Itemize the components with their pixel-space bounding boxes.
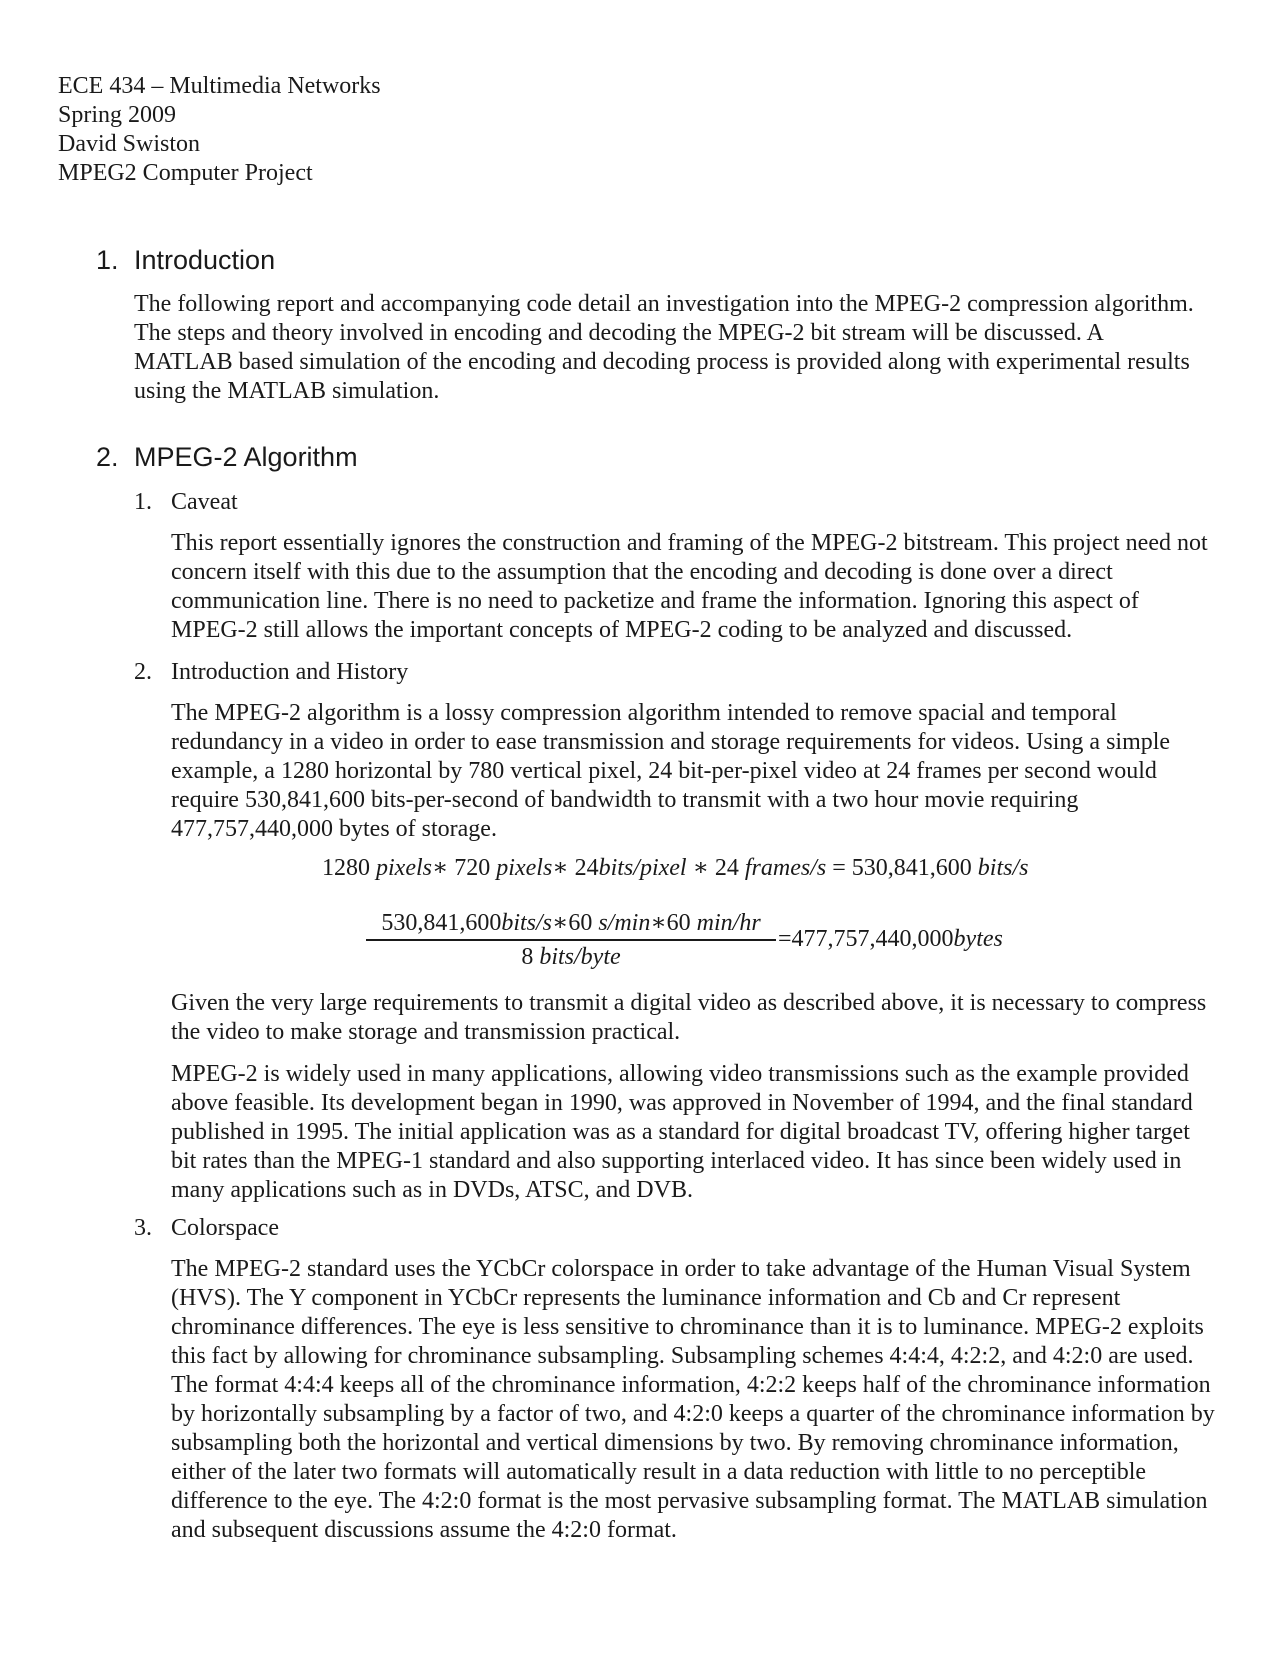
eq-number: 530,841,600 (381, 910, 502, 936)
subsection-number: 2. (134, 659, 152, 685)
eq-number: 720 (454, 855, 491, 881)
eq-operator: ∗ (650, 910, 667, 936)
eq-unit: bits/s (501, 910, 553, 936)
section-heading-mpeg2-algorithm (96, 441, 358, 473)
section-title: Introduction (134, 245, 276, 275)
history-paragraph-3: MPEG-2 is widely used in many applications, allowing video transmissions such as the example provided above feasible. Its development began in 1990, was approved in November of 1994, and the final standard published in 1995. The initial application was as a standard for digital broadcast TV, offering higher target bit rates than the MPEG-1 standard and also supporting interlaced video. It has since been widely used in many applications such as in DVDs, ATSC, and DVB. (171, 1061, 1193, 1203)
document-header (58, 72, 381, 188)
subsection-heading-colorspace (134, 1214, 279, 1243)
subsection-title: Colorspace (171, 1215, 279, 1241)
caveat-paragraph: This report essentially ignores the construction and framing of the MPEG-2 bitstream. This project need not concern itself with this due to the assumption that the encoding and decoding is done over a direct communication line. There is no need to packetize and frame the information. Ignoring this aspect of MPEG-2 still allows the important concepts of MPEG-2 coding to be analyzed and discussed. (171, 530, 1208, 643)
eq-unit: frames/s (744, 855, 827, 881)
subsection-title: Caveat (171, 489, 238, 515)
eq-number: 60 (568, 910, 593, 936)
eq-result: 477,757,440,000 (791, 926, 954, 952)
section-number: 2. (96, 442, 119, 472)
eq-unit: bytes (953, 926, 1003, 952)
eq-unit: pixels (376, 855, 432, 881)
subsection-heading-caveat (134, 488, 238, 517)
fraction-bar (366, 939, 776, 941)
subsection-title: Introduction and History (171, 659, 409, 685)
history-paragraph-2: Given the very large requirements to transmit a digital video as described above, it is necessary to compress the video to make storage and transmission practical. (171, 990, 1207, 1045)
section-title: MPEG-2 Algorithm (134, 442, 358, 472)
author: David Swiston (58, 131, 201, 157)
eq-unit: s/min (598, 910, 651, 936)
eq-equals: = (778, 926, 792, 952)
eq-number: 24 (714, 855, 739, 881)
bandwidth-equation (322, 854, 1028, 883)
colorspace-paragraph: The MPEG-2 standard uses the YCbCr colorspace in order to take advantage of the Human Visual System (HVS). The Y component in YCbCr represents the luminance information and Cb and Cr represent chrominance differences. The eye is less sensitive to chrominance than it is to luminance. MPEG-2 exploits this fact by allowing for chrominance subsampling. Subsampling schemes 4:4:4, 4:2:2, and 4:2:0 are used. The format 4:4:4 keeps all of the chrominance information, 4:2:2 keeps half of the chrominance information by horizontally subsampling by a factor of two, and 4:2:0 keeps a quarter of the chrominance information by subsampling both the horizontal and vertical dimensions by two. By removing chrominance information, either of the later two formats will automatically result in a data reduction with little to no perceptible difference to the eye. The 4:2:0 format is the most pervasive subsampling format. The MATLAB simulation and subsequent discussions assume the 4:2:0 format. (171, 1256, 1215, 1543)
eq-operator: ∗ (431, 855, 449, 881)
eq-unit: min/hr (696, 910, 761, 936)
eq-operator: ∗ (552, 855, 569, 881)
section-number: 1. (96, 245, 119, 275)
eq-unit: bits/s (977, 855, 1029, 881)
eq-number: 8 (521, 944, 534, 970)
eq-unit: bits/pixel (598, 855, 687, 881)
eq-operator: ∗ (692, 855, 709, 881)
eq-rhs (778, 925, 1003, 954)
eq-number: 1280 (322, 855, 370, 881)
eq-result: 530,841,600 (851, 855, 972, 881)
introduction-paragraph: The following report and accompanying code detail an investigation into the MPEG-2 compression algorithm. The steps and theory involved in encoding and decoding the MPEG-2 bit stream will be discussed. A MATLAB based simulation of the encoding and decoding process is provided along with experimental results using the MATLAB simulation. (134, 291, 1194, 404)
section-heading-introduction (96, 244, 275, 276)
eq-numerator (366, 909, 776, 938)
eq-number: 24 (574, 855, 599, 881)
course-title: ECE 434 – Multimedia Networks (58, 73, 381, 99)
eq-unit: bits/byte (539, 944, 621, 970)
project-title: MPEG2 Computer Project (58, 160, 313, 186)
eq-number: 60 (666, 910, 691, 936)
subsection-number: 3. (134, 1215, 152, 1241)
subsection-heading-history (134, 658, 408, 687)
history-paragraph-1: The MPEG-2 algorithm is a lossy compression algorithm intended to remove spacial and temporal redundancy in a video in order to ease transmission and storage requirements for videos. Using a simple example, a 1280 horizontal by 780 vertical pixel, 24 bit-per-pixel video at 24 frames per second would require 530,841,600 bits-per-second of bandwidth to transmit with a two hour movie requiring 477,757,440,000 bytes of storage. (171, 700, 1171, 842)
eq-operator: ∗ (552, 910, 569, 936)
eq-denominator (366, 943, 776, 972)
eq-unit: pixels (496, 855, 553, 881)
eq-equals: = (832, 855, 846, 881)
subsection-number: 1. (134, 489, 152, 515)
term: Spring 2009 (58, 102, 177, 128)
